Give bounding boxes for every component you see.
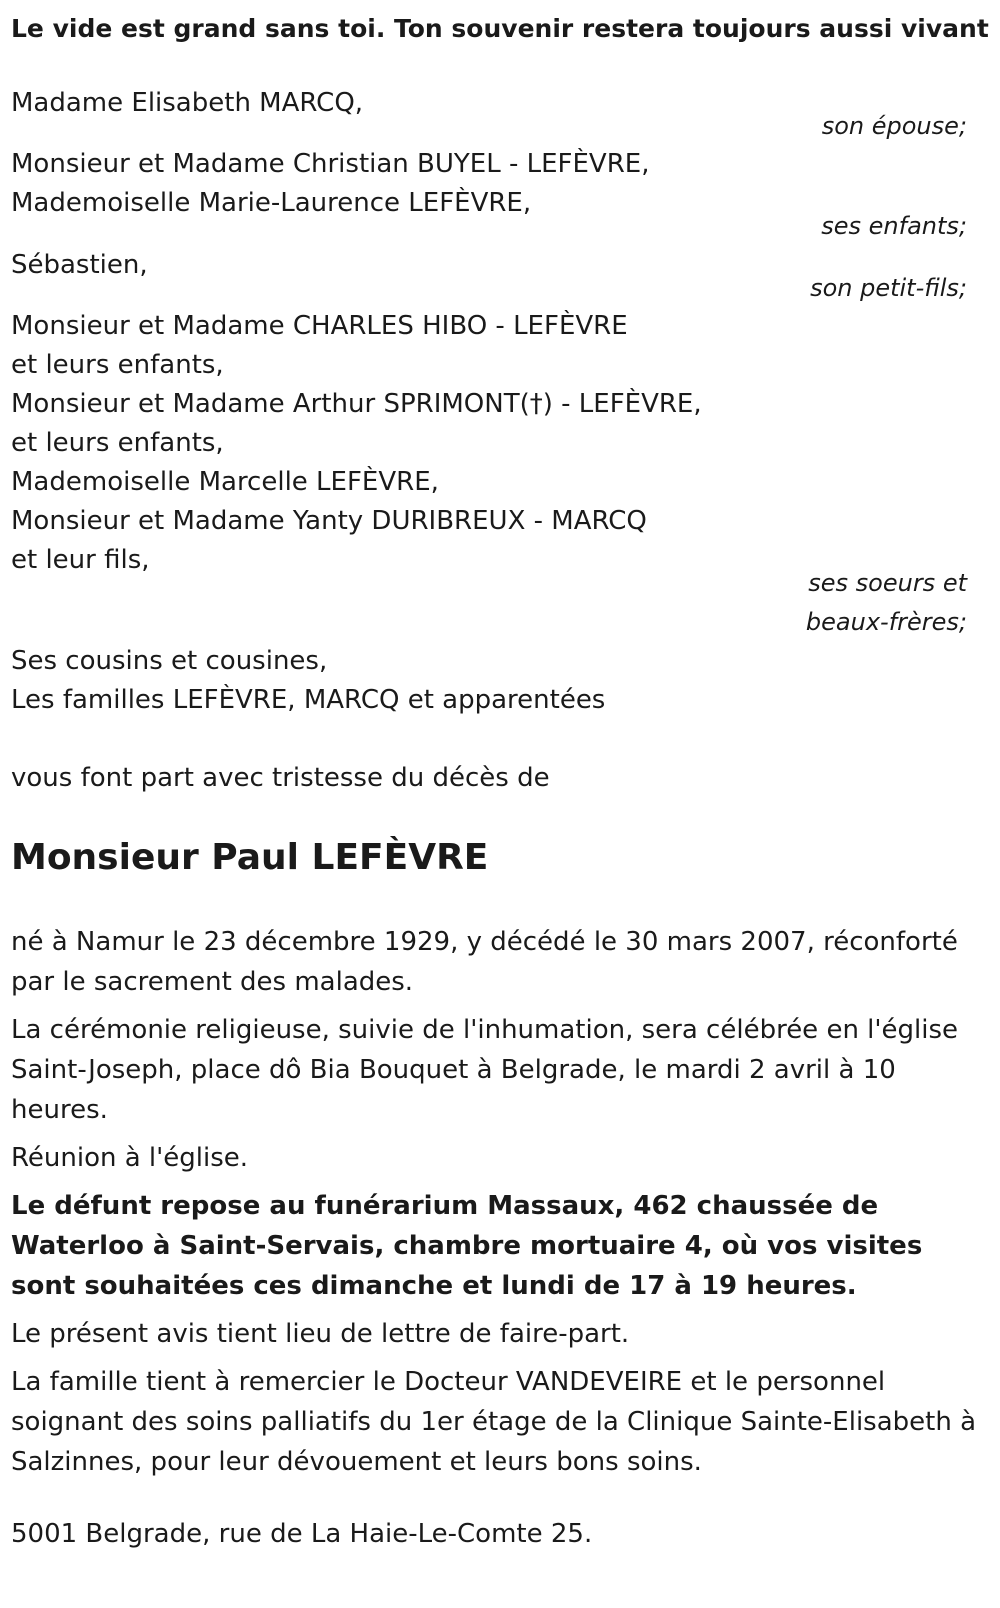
child-name: Monsieur et Madame Christian BUYEL - LEFÈVRE, bbox=[11, 149, 650, 179]
funerarium-paragraph: Le défunt repose au funérarium Massaux, 462 chaussée de Waterloo à Saint-Servais, chambre mortuaire 4, où vos visites sont souhaitées ces dimanche et lundi de 17 à 19 heures. bbox=[11, 1191, 923, 1301]
sibling-line: et leurs enfants, bbox=[11, 350, 224, 380]
siblings-role-line2: beaux-frères; bbox=[805, 608, 967, 636]
spouse-role: son épouse; bbox=[821, 112, 967, 140]
sibling-line: et leurs enfants, bbox=[11, 428, 224, 458]
spouse-name: Madame Elisabeth MARCQ, bbox=[11, 88, 364, 118]
grandson-group bbox=[11, 245, 967, 308]
child-name: Mademoiselle Marie-Laurence LEFÈVRE, bbox=[11, 188, 532, 218]
others-line: Ses cousins et cousines, bbox=[11, 646, 328, 676]
deceased-name: Monsieur Paul LEFÈVRE bbox=[11, 837, 489, 878]
epitaph: Le vide est grand sans toi. Ton souvenir restera toujours aussi vivant bbox=[11, 14, 989, 43]
ceremony-paragraph: La cérémonie religieuse, suivie de l'inhumation, sera célébrée en l'église Saint-Joseph, place dô Bia Bouquet à Belgrade, le mardi 2 avril à 10 heures. bbox=[11, 1015, 959, 1125]
address: 5001 Belgrade, rue de La Haie-Le-Comte 25. bbox=[11, 1519, 593, 1549]
siblings-group bbox=[11, 306, 967, 642]
others-group bbox=[11, 641, 967, 720]
sibling-line: Monsieur et Madame Yanty DURIBREUX - MARCQ bbox=[11, 506, 647, 536]
thanks-paragraph: La famille tient à remercier le Docteur VANDEVEIRE et le personnel soignant des soins palliatifs du 1er étage de la Clinique Sainte-Elisabeth à Salzinnes, pour leur dévouement et leurs bons soins. bbox=[11, 1367, 977, 1477]
notice-paragraph: Le présent avis tient lieu de lettre de faire-part. bbox=[11, 1319, 630, 1349]
spouse-group bbox=[11, 83, 967, 146]
others-line: Les familles LEFÈVRE, MARCQ et apparentées bbox=[11, 685, 606, 715]
sibling-line: Monsieur et Madame CHARLES HIBO - LEFÈVRE bbox=[11, 311, 628, 341]
birth-death-paragraph: né à Namur le 23 décembre 1929, y décédé le 30 mars 2007, réconforté par le sacrement des malades. bbox=[11, 927, 958, 997]
siblings-role-line1: ses soeurs et bbox=[808, 569, 967, 597]
sibling-line: Mademoiselle Marcelle LEFÈVRE, bbox=[11, 467, 439, 497]
reunion-paragraph: Réunion à l'église. bbox=[11, 1143, 249, 1173]
details bbox=[11, 922, 977, 1490]
grandson-name: Sébastien, bbox=[11, 250, 148, 280]
sibling-line: et leur fils, bbox=[11, 545, 150, 575]
children-group bbox=[11, 144, 967, 246]
children-role: ses enfants; bbox=[821, 212, 967, 240]
announcement: vous font part avec tristesse du décès de bbox=[11, 763, 550, 793]
grandson-role: son petit-fils; bbox=[810, 274, 967, 302]
sibling-line: Monsieur et Madame Arthur SPRIMONT(†) - LEFÈVRE, bbox=[11, 389, 702, 419]
